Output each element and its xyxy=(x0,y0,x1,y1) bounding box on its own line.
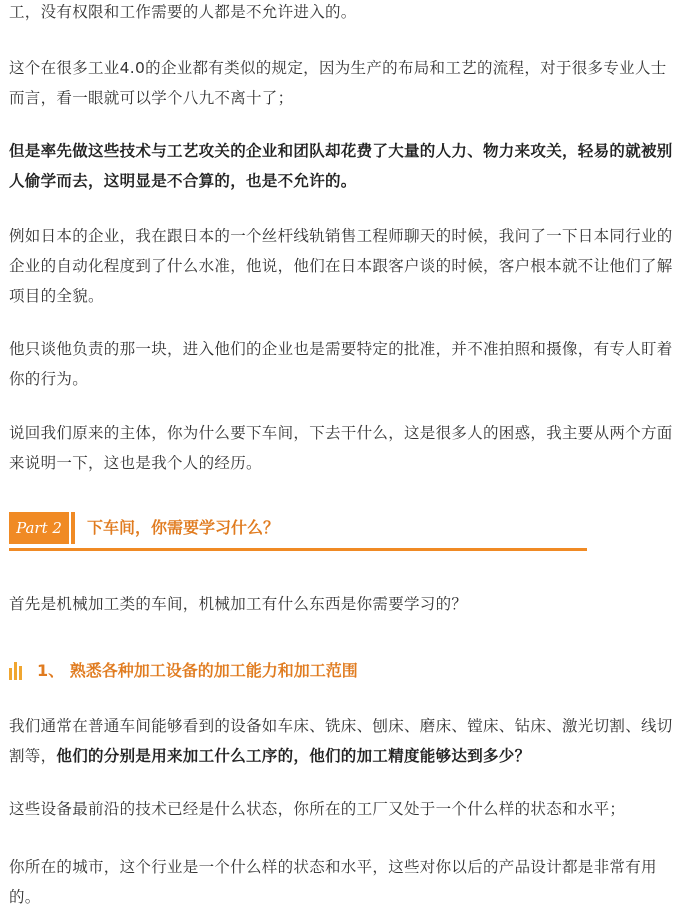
paragraph: 说回我们原来的主体，你为什么要下车间，下去干什么，这是很多人的困惑，我主要从两个方面来说明一下，这也是我个人的经历。 xyxy=(9,424,673,472)
bold-text: 他们的分别是用来加工什么工序的，他们的加工精度能够达到多少？ xyxy=(56,747,531,765)
paragraph: 你所在的城市，这个行业是一个什么样的状态和水平，这些对你以后的产品设计都是非常有用的。 xyxy=(9,858,657,906)
part-title: 下车间，你需要学习什么？ xyxy=(87,518,280,537)
paragraph: 这个在很多工业4.0的企业都有类似的规定，因为生产的布局和工艺的流程，对于很多专业人士而言，看一眼就可以学个八九不离十了； xyxy=(9,59,667,107)
paragraph-text: 我们通常在普通车间能够看到的设备如车床、铣床、刨床、磨床、镗床、钻床、激光切割、线切割等， xyxy=(9,717,673,765)
bold-paragraph: 但是率先做这些技术与工艺攻关的企业和团队却花费了大量的人力、物力来攻关，轻易的就被别人偷学而去，这明显是不合算的，也是不允许的。 xyxy=(9,142,673,190)
section-title: 1、 熟悉各种加工设备的加工能力和加工范围 xyxy=(37,661,358,680)
paragraph: 这些设备最前沿的技术已经是什么状态，你所在的工厂又处于一个什么样的状态和水平； xyxy=(9,800,626,818)
part-underline xyxy=(9,548,587,551)
paragraph: 工，没有权限和工作需要的人都是不允许进入的。 xyxy=(9,3,357,21)
mixed-paragraph xyxy=(9,711,674,771)
paragraph: 首先是机械加工类的车间，机械加工有什么东西是你需要学习的？ xyxy=(9,595,468,613)
part-badge: Part 2 xyxy=(9,512,69,544)
part-header xyxy=(9,512,587,552)
paragraph: 例如日本的企业，我在跟日本的一个丝杆线轨销售工程师聊天的时候，我问了一下日本同行业的企业的自动化程度到了什么水准，他说，他们在日本跟客户谈的时候，客户根本就不让他们了解项目的全貌。 xyxy=(9,227,673,305)
bar-chart-icon xyxy=(9,662,27,680)
part-accent-bar xyxy=(71,512,75,544)
paragraph: 他只谈他负责的那一块，进入他们的企业也是需要特定的批准，并不准拍照和摄像，有专人盯着你的行为。 xyxy=(9,340,673,388)
